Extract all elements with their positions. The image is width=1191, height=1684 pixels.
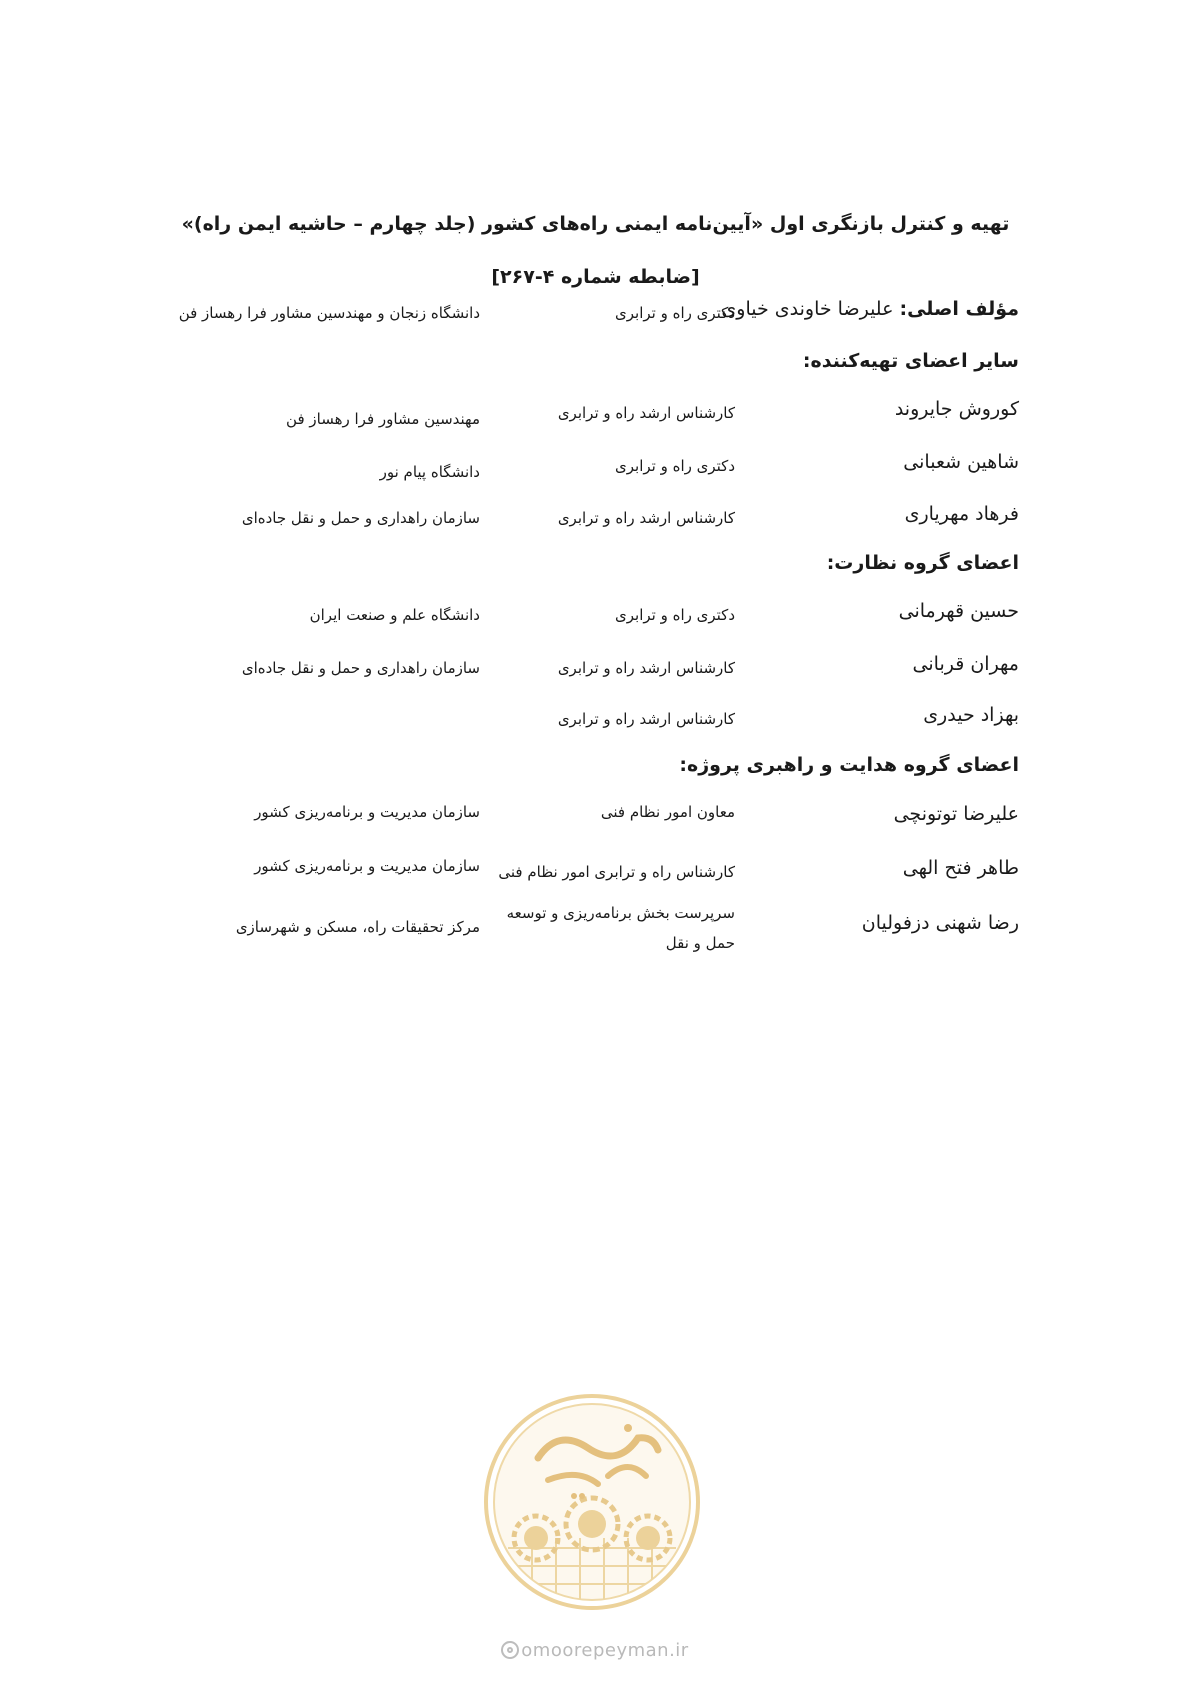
supervisor-degree: کارشناس ارشد راه و ترابری	[557, 659, 735, 677]
supervisor-degree: دکتری راه و ترابری	[615, 606, 735, 624]
contributors-heading: سایر اعضای تهیه‌کننده:	[802, 350, 1019, 372]
guidance-degree: سرپرست بخش برنامه‌ریزی و توسعه حمل و نقل	[506, 904, 735, 952]
supervisor-name: بهزاد حیدری	[923, 704, 1019, 726]
contributor-row	[0, 503, 1191, 533]
document-title: تهیه و کنترل بازنگری اول «آیین‌نامه ایمنی راه‌های کشور (جلد چهارم – حاشیه ایمن راه)»	[181, 213, 1010, 235]
contributor-degree: کارشناس ارشد راه و ترابری	[557, 509, 735, 527]
contributor-org: مهندسین مشاور فرا رهساز فن	[286, 410, 480, 428]
main-author-name-cell	[721, 298, 1019, 320]
contributor-degree: دکتری راه و ترابری	[615, 457, 735, 475]
supervisor-org: سازمان راهداری و حمل و نقل جاده‌ای	[241, 659, 480, 677]
supervisor-row	[0, 704, 1191, 734]
guidance-row	[0, 857, 1191, 887]
supervisor-name: مهران قربانی	[912, 653, 1019, 675]
supervisor-row	[0, 600, 1191, 630]
guidance-heading: اعضای گروه هدایت و راهبری پروژه:	[679, 754, 1019, 776]
supervision-heading: اعضای گروه نظارت:	[826, 552, 1019, 574]
main-author-org: دانشگاه زنجان و مهندسین مشاور فرا رهساز فن	[178, 304, 480, 322]
main-author-row	[0, 298, 1191, 328]
guidance-org: سازمان مدیریت و برنامه‌ریزی کشور	[254, 803, 480, 821]
guidance-org: سازمان مدیریت و برنامه‌ریزی کشور	[254, 857, 480, 875]
supervisor-degree: کارشناس ارشد راه و ترابری	[557, 710, 735, 728]
supervisor-org: دانشگاه علم و صنعت ایران	[309, 606, 480, 624]
guidance-degree: معاون امور نظام فنی	[600, 803, 735, 821]
supervisor-row	[0, 653, 1191, 683]
guidance-row	[0, 803, 1191, 833]
guidance-row	[0, 904, 1191, 952]
guidance-org: مرکز تحقیقات راه، مسکن و شهرسازی	[235, 918, 480, 936]
contributor-org: دانشگاه پیام نور	[379, 463, 480, 481]
document-subtitle: [ضابطه شماره ۴-۲۶۷]	[491, 266, 700, 288]
contributor-name: فرهاد مهریاری	[904, 503, 1019, 525]
contributor-row	[0, 398, 1191, 428]
watermark-site-text: omoorepeyman.ir	[521, 1640, 689, 1661]
guidance-name: علیرضا توتونچی	[893, 803, 1019, 825]
guidance-name: طاهر فتح الهی	[902, 857, 1019, 879]
omoore-peyman-seal-icon	[478, 1388, 706, 1616]
supervisor-name: حسین قهرمانی	[898, 600, 1019, 622]
main-author-label: مؤلف اصلی:	[899, 298, 1019, 320]
contributor-org: سازمان راهداری و حمل و نقل جاده‌ای	[241, 509, 480, 527]
main-author-name: علیرضا خاوندی خیاوی	[721, 298, 894, 320]
contributor-name: شاهین شعبانی	[903, 451, 1019, 473]
guidance-name: رضا شهنی دزفولیان	[861, 912, 1019, 934]
main-author-degree: دکتری راه و ترابری	[615, 304, 735, 322]
at-sign-icon	[501, 1641, 519, 1659]
guidance-degree: کارشناس راه و ترابری امور نظام فنی	[498, 863, 735, 881]
watermark-site	[490, 1640, 700, 1661]
contributor-name: کوروش جایروند	[894, 398, 1019, 420]
contributor-degree: کارشناس ارشد راه و ترابری	[557, 404, 735, 422]
contributor-row	[0, 451, 1191, 481]
